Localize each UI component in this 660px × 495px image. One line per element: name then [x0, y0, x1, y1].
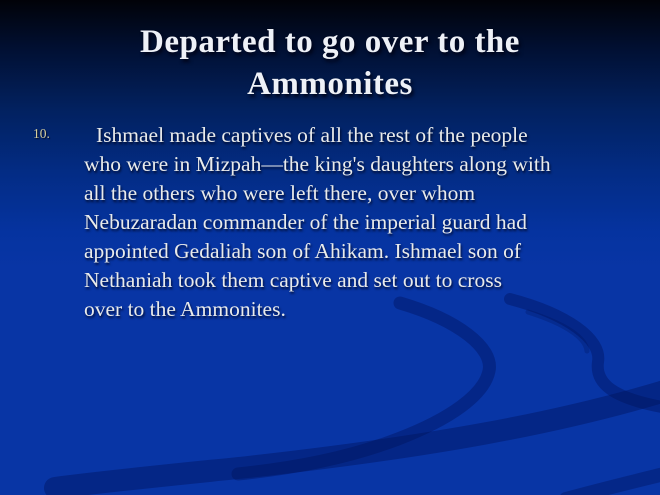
- verse-text-block: [84, 121, 629, 324]
- slide-title-line-2: Ammonites: [247, 66, 413, 102]
- body-line: Nethaniah took them captive and set out to cross: [84, 268, 502, 292]
- body-line: who were in Mizpah—the king's daughters along with: [84, 152, 551, 176]
- body-line: over to the Ammonites.: [84, 297, 286, 321]
- body-line: Ishmael made captives of all the rest of the people: [96, 123, 528, 147]
- body-line: all the others who were left there, over whom: [84, 181, 476, 205]
- slide-title: [0, 21, 660, 105]
- slide-title-line-1: Departed to go over to the: [140, 24, 520, 60]
- body-line: Nebuzaradan commander of the imperial guard had: [84, 210, 527, 234]
- list-item-number: 10.: [33, 126, 50, 141]
- body-line: appointed Gedaliah son of Ahikam. Ishmael son of: [84, 239, 522, 263]
